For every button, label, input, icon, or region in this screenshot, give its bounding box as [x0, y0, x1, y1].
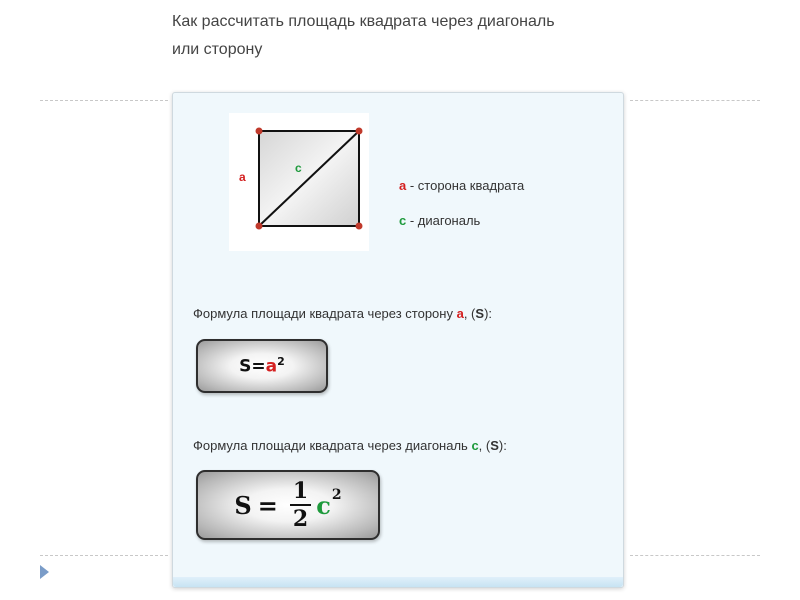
- dashed-divider-bottom-left: [40, 555, 168, 556]
- legend-text-diagonal: - диагональ: [406, 213, 481, 228]
- formula-side-label-suffix: ):: [484, 306, 493, 321]
- formula-side-var: a: [265, 356, 278, 377]
- formula-diag-box: [196, 470, 380, 540]
- formula-side-label-prefix: Формула площади квадрата через сторону: [193, 306, 457, 321]
- formula-side-box: [196, 339, 328, 393]
- formula-diag-label-suffix: ):: [498, 438, 507, 453]
- formula-side-label-mid: , (: [463, 306, 476, 321]
- formula-diag-fraction: [290, 479, 311, 531]
- formula-side-exponent: 2: [277, 355, 285, 369]
- side-label-a: a: [239, 170, 246, 184]
- page-title-line-2: или сторону: [172, 41, 263, 58]
- formula-diag-expression: [234, 479, 341, 531]
- legend-symbol-a: a: [399, 178, 407, 193]
- page-title-line-1: Как рассчитать площадь квадрата через диагональ: [172, 13, 555, 30]
- formula-side-label: [193, 306, 492, 321]
- formula-card: [172, 92, 624, 588]
- vertex-bottom-right: [356, 223, 363, 230]
- arrow-right-icon[interactable]: [40, 565, 49, 579]
- formula-diag-equals: =: [257, 490, 278, 520]
- page-title: [172, 8, 632, 64]
- formula-side-lhs: S=: [239, 356, 266, 377]
- legend-text-side: - сторона квадрата: [406, 178, 525, 193]
- dashed-divider-bottom-right: [630, 555, 760, 556]
- formula-side-label-symbol: a: [456, 306, 464, 321]
- formula-diag-lhs: S: [234, 490, 252, 520]
- diagonal-label-c: c: [295, 161, 302, 175]
- card-bottom-bar: [173, 577, 623, 587]
- vertex-top-left: [256, 128, 263, 135]
- formula-diag-numerator: 1: [290, 479, 311, 506]
- square-diagram: [229, 113, 369, 251]
- legend-symbol-c: c: [399, 213, 407, 228]
- formula-side-expression: [239, 355, 285, 377]
- vertex-bottom-left: [256, 223, 263, 230]
- legend-item-diagonal: [399, 213, 480, 228]
- formula-diag-var: c: [316, 490, 331, 520]
- formula-diag-label-symbol: c: [471, 438, 479, 453]
- formula-diag-label-s: S: [490, 438, 499, 453]
- dashed-divider-top-left: [40, 100, 168, 101]
- formula-diag-label-prefix: Формула площади квадрата через диагональ: [193, 438, 472, 453]
- formula-side-label-s: S: [475, 306, 485, 321]
- square-diagram-svg: [229, 113, 369, 251]
- vertex-top-right: [356, 128, 363, 135]
- formula-diag-exponent: 2: [331, 487, 342, 503]
- legend-item-side: [399, 178, 524, 193]
- formula-diag-label-mid: , (: [478, 438, 491, 453]
- formula-diag-denominator: 2: [292, 506, 309, 532]
- formula-diag-label: [193, 438, 507, 453]
- dashed-divider-top-right: [630, 100, 760, 101]
